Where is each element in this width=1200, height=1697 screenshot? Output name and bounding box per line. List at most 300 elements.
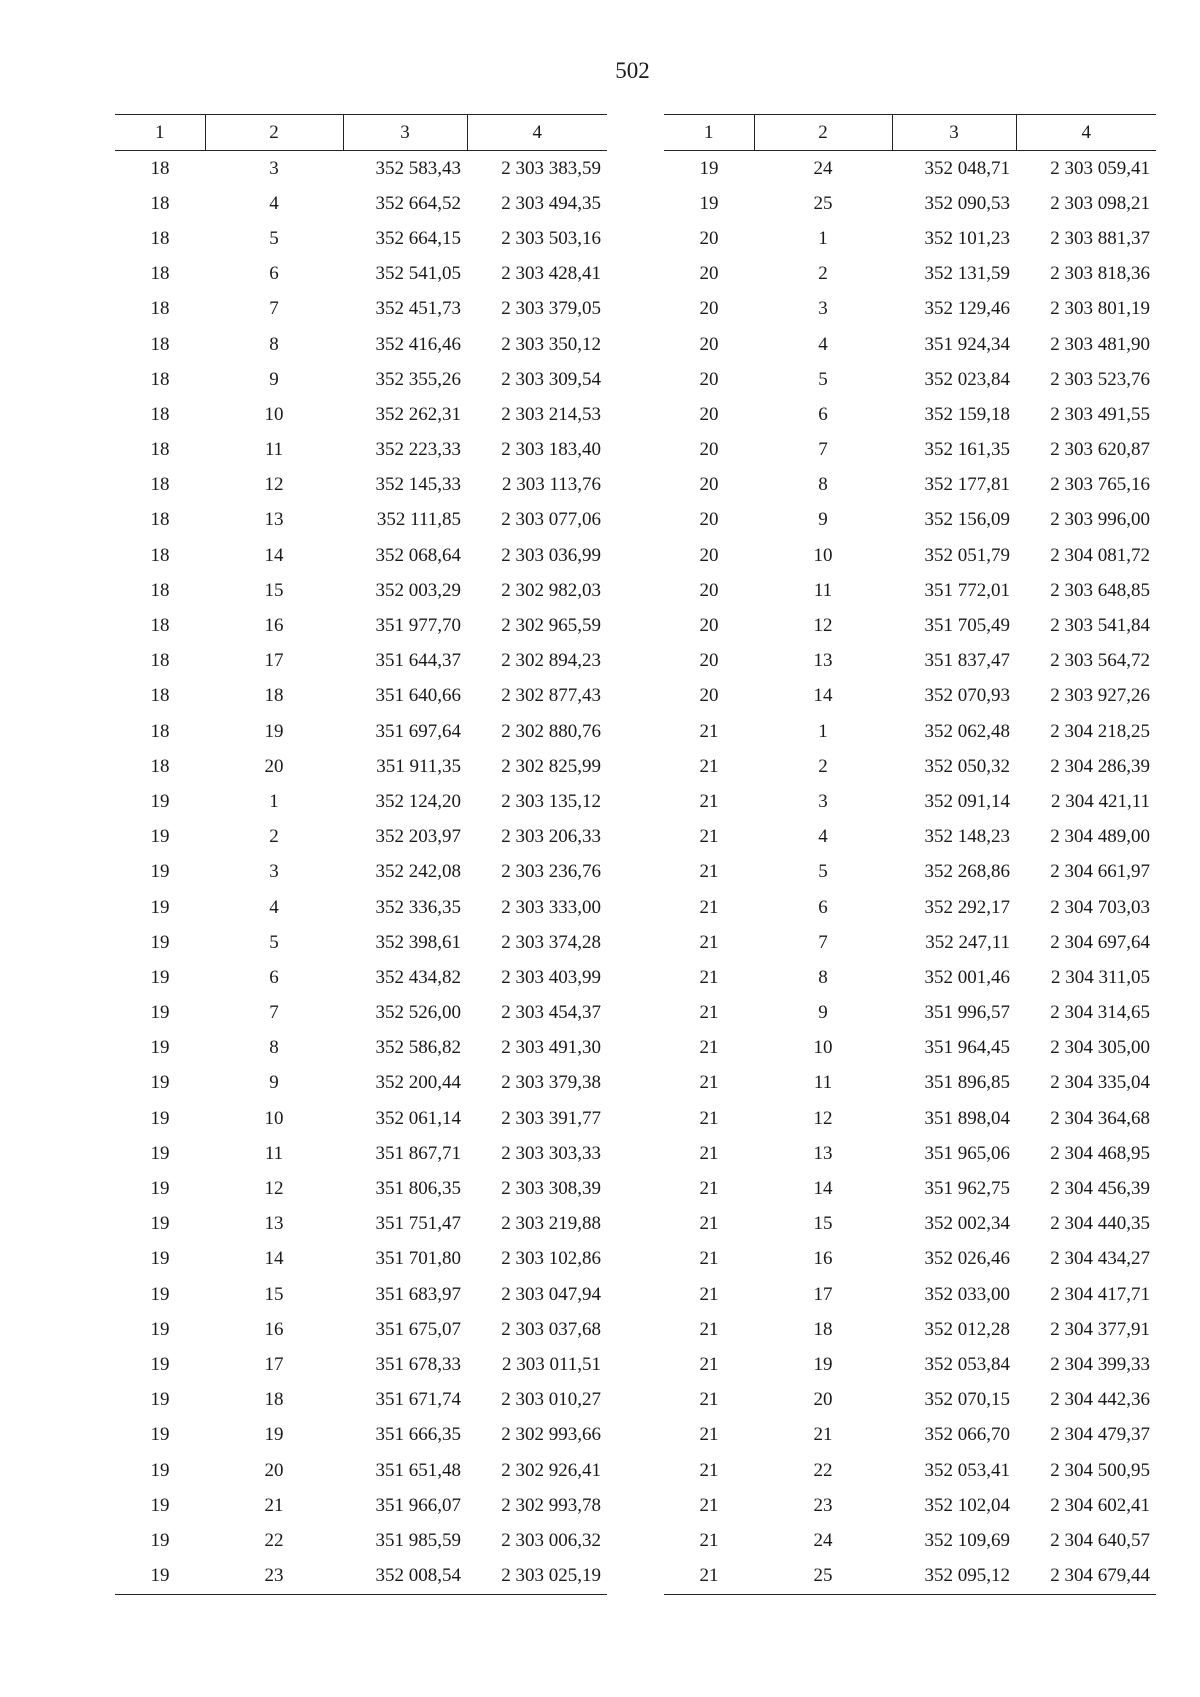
x-coordinate-cell: 352 664,15 — [375, 227, 461, 249]
table-row — [664, 1207, 1156, 1242]
parcel-number-cell: 21 — [699, 861, 719, 883]
table-row — [664, 1523, 1156, 1558]
point-number-cell: 8 — [818, 966, 828, 988]
table-row — [664, 784, 1156, 819]
parcel-number-cell: 18 — [150, 685, 170, 707]
table-row — [664, 714, 1156, 749]
y-coordinate-cell: 2 303 077,06 — [501, 509, 601, 531]
x-coordinate-cell: 351 651,48 — [375, 1459, 461, 1481]
header-cell-3: 3 — [343, 115, 467, 151]
y-coordinate-cell: 2 304 399,33 — [1050, 1353, 1150, 1375]
point-number-cell: 11 — [264, 1142, 284, 1164]
point-number-cell: 9 — [818, 1002, 828, 1024]
parcel-number-cell: 19 — [150, 1178, 170, 1200]
point-number-cell: 18 — [813, 1318, 833, 1340]
point-number-cell: 23 — [264, 1565, 284, 1587]
y-coordinate-cell: 2 302 926,41 — [501, 1459, 601, 1481]
y-coordinate-cell: 2 304 311,05 — [1050, 966, 1150, 988]
parcel-number-cell: 21 — [699, 1037, 719, 1059]
x-coordinate-cell: 351 867,71 — [375, 1142, 461, 1164]
point-number-cell: 14 — [813, 1178, 833, 1200]
y-coordinate-cell: 2 304 602,41 — [1050, 1494, 1150, 1516]
x-coordinate-cell: 352 177,81 — [924, 474, 1010, 496]
table-row — [115, 1171, 607, 1206]
parcel-number-cell: 21 — [699, 1142, 719, 1164]
x-coordinate-cell: 352 048,71 — [924, 157, 1010, 179]
parcel-number-cell: 20 — [699, 439, 719, 461]
table-row — [115, 151, 607, 187]
parcel-number-cell: 20 — [699, 544, 719, 566]
table-row — [664, 257, 1156, 292]
point-number-cell: 5 — [269, 227, 279, 249]
x-coordinate-cell: 352 292,17 — [924, 896, 1010, 918]
y-coordinate-cell: 2 303 309,54 — [501, 368, 601, 390]
y-coordinate-cell: 2 304 679,44 — [1050, 1565, 1150, 1587]
parcel-number-cell: 20 — [699, 615, 719, 637]
table-row — [115, 749, 607, 784]
y-coordinate-cell: 2 304 421,11 — [1050, 790, 1150, 812]
table-row — [115, 1453, 607, 1488]
table-row — [664, 820, 1156, 855]
point-number-cell: 5 — [818, 368, 828, 390]
x-coordinate-cell: 351 996,57 — [924, 1002, 1010, 1024]
point-number-cell: 25 — [813, 192, 833, 214]
point-number-cell: 22 — [264, 1529, 284, 1551]
header-cell-2: 2 — [205, 115, 343, 151]
x-coordinate-cell: 351 985,59 — [375, 1529, 461, 1551]
parcel-number-cell: 18 — [150, 333, 170, 355]
x-coordinate-cell: 352 066,70 — [924, 1424, 1010, 1446]
parcel-number-cell: 19 — [699, 157, 719, 179]
table-row — [115, 1347, 607, 1382]
header-cell-2: 2 — [754, 115, 892, 151]
x-coordinate-cell: 352 033,00 — [924, 1283, 1010, 1305]
table-row — [115, 925, 607, 960]
x-coordinate-cell: 352 070,93 — [924, 685, 1010, 707]
x-coordinate-cell: 351 683,97 — [375, 1283, 461, 1305]
table-row — [664, 186, 1156, 221]
y-coordinate-cell: 2 304 417,71 — [1050, 1283, 1150, 1305]
table-row — [664, 960, 1156, 995]
header-cell-1: 1 — [664, 115, 754, 151]
point-number-cell: 10 — [264, 1107, 284, 1129]
x-coordinate-cell: 352 129,46 — [924, 298, 1010, 320]
table-row — [664, 644, 1156, 679]
point-number-cell: 24 — [813, 1529, 833, 1551]
parcel-number-cell: 19 — [150, 966, 170, 988]
x-coordinate-cell: 352 095,12 — [924, 1565, 1010, 1587]
table-row — [115, 1066, 607, 1101]
y-coordinate-cell: 2 302 965,59 — [501, 615, 601, 637]
table-row — [664, 573, 1156, 608]
y-coordinate-cell: 2 303 102,86 — [501, 1248, 601, 1270]
x-coordinate-cell: 352 268,86 — [924, 861, 1010, 883]
table-row — [664, 1347, 1156, 1382]
parcel-number-cell: 19 — [150, 1494, 170, 1516]
point-number-cell: 2 — [818, 263, 828, 285]
y-coordinate-cell: 2 303 881,37 — [1050, 227, 1150, 249]
point-number-cell: 23 — [813, 1494, 833, 1516]
table-row — [115, 820, 607, 855]
x-coordinate-cell: 351 666,35 — [375, 1424, 461, 1446]
parcel-number-cell: 18 — [150, 755, 170, 777]
table-row — [664, 1559, 1156, 1595]
table-row — [115, 960, 607, 995]
coordinates-table-left — [115, 114, 607, 1595]
parcel-number-cell: 21 — [699, 1529, 719, 1551]
point-number-cell: 3 — [818, 790, 828, 812]
y-coordinate-cell: 2 303 183,40 — [501, 439, 601, 461]
parcel-number-cell: 21 — [699, 1002, 719, 1024]
x-coordinate-cell: 351 924,34 — [924, 333, 1010, 355]
parcel-number-cell: 20 — [699, 650, 719, 672]
point-number-cell: 7 — [818, 931, 828, 953]
table-row — [664, 608, 1156, 643]
parcel-number-cell: 21 — [699, 896, 719, 918]
y-coordinate-cell: 2 304 500,95 — [1050, 1459, 1150, 1481]
x-coordinate-cell: 352 026,46 — [924, 1248, 1010, 1270]
y-coordinate-cell: 2 304 440,35 — [1050, 1213, 1150, 1235]
table-row — [115, 433, 607, 468]
point-number-cell: 7 — [269, 1002, 279, 1024]
y-coordinate-cell: 2 303 383,59 — [501, 157, 601, 179]
point-number-cell: 4 — [269, 192, 279, 214]
y-coordinate-cell: 2 303 011,51 — [501, 1353, 601, 1375]
parcel-number-cell: 18 — [150, 474, 170, 496]
table-row — [664, 327, 1156, 362]
y-coordinate-cell: 2 304 703,03 — [1050, 896, 1150, 918]
y-coordinate-cell: 2 303 564,72 — [1050, 650, 1150, 672]
x-coordinate-cell: 352 090,53 — [924, 192, 1010, 214]
point-number-cell: 21 — [264, 1494, 284, 1516]
y-coordinate-cell: 2 303 391,77 — [501, 1107, 601, 1129]
y-coordinate-cell: 2 304 442,36 — [1050, 1389, 1150, 1411]
y-coordinate-cell: 2 303 503,16 — [501, 227, 601, 249]
x-coordinate-cell: 352 451,73 — [375, 298, 461, 320]
table-row — [115, 468, 607, 503]
point-number-cell: 4 — [818, 333, 828, 355]
y-coordinate-cell: 2 304 314,65 — [1050, 1002, 1150, 1024]
x-coordinate-cell: 351 966,07 — [375, 1494, 461, 1516]
parcel-number-cell: 18 — [150, 439, 170, 461]
header-cell-4: 4 — [467, 115, 607, 151]
table-row — [115, 644, 607, 679]
point-number-cell: 24 — [813, 157, 833, 179]
table-row — [115, 1277, 607, 1312]
y-coordinate-cell: 2 302 825,99 — [501, 755, 601, 777]
point-number-cell: 14 — [264, 544, 284, 566]
y-coordinate-cell: 2 303 113,76 — [501, 474, 601, 496]
table-row — [115, 186, 607, 221]
x-coordinate-cell: 352 053,84 — [924, 1353, 1010, 1375]
table-row — [115, 1207, 607, 1242]
table-row — [664, 1312, 1156, 1347]
y-coordinate-cell: 2 303 350,12 — [501, 333, 601, 355]
point-number-cell: 3 — [818, 298, 828, 320]
parcel-number-cell: 18 — [150, 157, 170, 179]
point-number-cell: 8 — [269, 333, 279, 355]
table-row — [115, 1383, 607, 1418]
parcel-number-cell: 20 — [699, 263, 719, 285]
parcel-number-cell: 20 — [699, 368, 719, 390]
point-number-cell: 15 — [813, 1213, 833, 1235]
table-row — [115, 362, 607, 397]
y-coordinate-cell: 2 303 010,27 — [501, 1389, 601, 1411]
point-number-cell: 11 — [264, 439, 284, 461]
table-row — [664, 221, 1156, 256]
x-coordinate-cell: 352 051,79 — [924, 544, 1010, 566]
x-coordinate-cell: 352 124,20 — [375, 790, 461, 812]
parcel-number-cell: 20 — [699, 579, 719, 601]
point-number-cell: 14 — [264, 1248, 284, 1270]
y-coordinate-cell: 2 304 468,95 — [1050, 1142, 1150, 1164]
x-coordinate-cell: 352 159,18 — [924, 403, 1010, 425]
parcel-number-cell: 21 — [699, 1248, 719, 1270]
x-coordinate-cell: 351 964,45 — [924, 1037, 1010, 1059]
header-cell-3: 3 — [892, 115, 1016, 151]
point-number-cell: 3 — [269, 157, 279, 179]
x-coordinate-cell: 351 751,47 — [375, 1213, 461, 1235]
y-coordinate-cell: 2 303 333,00 — [501, 896, 601, 918]
point-number-cell: 10 — [264, 403, 284, 425]
point-number-cell: 9 — [269, 368, 279, 390]
parcel-number-cell: 19 — [150, 1248, 170, 1270]
y-coordinate-cell: 2 303 135,12 — [501, 790, 601, 812]
point-number-cell: 13 — [264, 509, 284, 531]
point-number-cell: 15 — [264, 1283, 284, 1305]
x-coordinate-cell: 351 896,85 — [924, 1072, 1010, 1094]
parcel-number-cell: 21 — [699, 1459, 719, 1481]
y-coordinate-cell: 2 304 218,25 — [1050, 720, 1150, 742]
table-row — [664, 1066, 1156, 1101]
y-coordinate-cell: 2 304 661,97 — [1050, 861, 1150, 883]
point-number-cell: 10 — [813, 544, 833, 566]
table-row — [115, 1101, 607, 1136]
table-row — [115, 1242, 607, 1277]
table-row — [664, 1031, 1156, 1066]
point-number-cell: 16 — [813, 1248, 833, 1270]
x-coordinate-cell: 352 101,23 — [924, 227, 1010, 249]
parcel-number-cell: 19 — [150, 861, 170, 883]
parcel-number-cell: 20 — [699, 474, 719, 496]
table-row — [115, 1559, 607, 1595]
parcel-number-cell: 21 — [699, 1424, 719, 1446]
x-coordinate-cell: 351 898,04 — [924, 1107, 1010, 1129]
parcel-number-cell: 21 — [699, 1494, 719, 1516]
point-number-cell: 13 — [813, 650, 833, 672]
header-cell-1: 1 — [115, 115, 205, 151]
table-row — [664, 1171, 1156, 1206]
y-coordinate-cell: 2 303 236,76 — [501, 861, 601, 883]
x-coordinate-cell: 351 977,70 — [375, 615, 461, 637]
y-coordinate-cell: 2 304 697,64 — [1050, 931, 1150, 953]
y-coordinate-cell: 2 303 214,53 — [501, 403, 601, 425]
y-coordinate-cell: 2 303 494,35 — [501, 192, 601, 214]
point-number-cell: 12 — [813, 1107, 833, 1129]
x-coordinate-cell: 351 675,07 — [375, 1318, 461, 1340]
point-number-cell: 22 — [813, 1459, 833, 1481]
point-number-cell: 21 — [813, 1424, 833, 1446]
y-coordinate-cell: 2 303 541,84 — [1050, 615, 1150, 637]
parcel-number-cell: 19 — [150, 1353, 170, 1375]
table-row — [664, 1418, 1156, 1453]
table-row — [664, 749, 1156, 784]
x-coordinate-cell: 352 203,97 — [375, 826, 461, 848]
point-number-cell: 13 — [813, 1142, 833, 1164]
point-number-cell: 6 — [269, 263, 279, 285]
table-row — [115, 327, 607, 362]
table-row — [664, 468, 1156, 503]
x-coordinate-cell: 351 640,66 — [375, 685, 461, 707]
x-coordinate-cell: 352 131,59 — [924, 263, 1010, 285]
parcel-number-cell: 20 — [699, 227, 719, 249]
y-coordinate-cell: 2 303 308,39 — [501, 1178, 601, 1200]
parcel-number-cell: 18 — [150, 720, 170, 742]
x-coordinate-cell: 352 023,84 — [924, 368, 1010, 390]
parcel-number-cell: 21 — [699, 1178, 719, 1200]
parcel-number-cell: 19 — [150, 1565, 170, 1587]
x-coordinate-cell: 351 837,47 — [924, 650, 1010, 672]
point-number-cell: 19 — [264, 720, 284, 742]
x-coordinate-cell: 351 678,33 — [375, 1353, 461, 1375]
point-number-cell: 16 — [264, 615, 284, 637]
x-coordinate-cell: 352 247,11 — [925, 931, 1010, 953]
y-coordinate-cell: 2 302 982,03 — [501, 579, 601, 601]
x-coordinate-cell: 352 583,43 — [375, 157, 461, 179]
table-row — [664, 855, 1156, 890]
x-coordinate-cell: 352 586,82 — [375, 1037, 461, 1059]
x-coordinate-cell: 351 806,35 — [375, 1178, 461, 1200]
point-number-cell: 3 — [269, 861, 279, 883]
page-number: 502 — [615, 58, 650, 83]
parcel-number-cell: 19 — [150, 931, 170, 953]
parcel-number-cell: 20 — [699, 685, 719, 707]
table-row — [664, 433, 1156, 468]
table-row — [115, 292, 607, 327]
parcel-number-cell: 18 — [150, 650, 170, 672]
y-coordinate-cell: 2 303 996,00 — [1050, 509, 1150, 531]
parcel-number-cell: 19 — [150, 1318, 170, 1340]
y-coordinate-cell: 2 303 927,26 — [1050, 685, 1150, 707]
table-row — [115, 1523, 607, 1558]
parcel-number-cell: 18 — [150, 509, 170, 531]
parcel-number-cell: 21 — [699, 1318, 719, 1340]
y-coordinate-cell: 2 303 025,19 — [501, 1565, 601, 1587]
point-number-cell: 13 — [264, 1213, 284, 1235]
y-coordinate-cell: 2 303 491,55 — [1050, 403, 1150, 425]
parcel-number-cell: 19 — [150, 1142, 170, 1164]
point-number-cell: 18 — [264, 685, 284, 707]
parcel-number-cell: 21 — [699, 1565, 719, 1587]
table-row — [664, 538, 1156, 573]
y-coordinate-cell: 2 303 523,76 — [1050, 368, 1150, 390]
x-coordinate-cell: 351 671,74 — [375, 1389, 461, 1411]
y-coordinate-cell: 2 302 877,43 — [501, 685, 601, 707]
parcel-number-cell: 19 — [150, 790, 170, 812]
x-coordinate-cell: 351 644,37 — [375, 650, 461, 672]
parcel-number-cell: 20 — [699, 509, 719, 531]
x-coordinate-cell: 352 148,23 — [924, 826, 1010, 848]
point-number-cell: 1 — [818, 720, 828, 742]
table-row — [664, 1242, 1156, 1277]
parcel-number-cell: 19 — [699, 192, 719, 214]
x-coordinate-cell: 352 070,15 — [924, 1389, 1010, 1411]
x-coordinate-cell: 352 012,28 — [924, 1318, 1010, 1340]
point-number-cell: 5 — [269, 931, 279, 953]
x-coordinate-cell: 351 965,06 — [924, 1142, 1010, 1164]
y-coordinate-cell: 2 303 374,28 — [501, 931, 601, 953]
x-coordinate-cell: 351 697,64 — [375, 720, 461, 742]
table-row — [664, 1277, 1156, 1312]
parcel-number-cell: 18 — [150, 544, 170, 566]
x-coordinate-cell: 352 091,14 — [924, 790, 1010, 812]
x-coordinate-cell: 351 962,75 — [924, 1178, 1010, 1200]
table-row — [664, 151, 1156, 187]
parcel-number-cell: 18 — [150, 227, 170, 249]
x-coordinate-cell: 352 416,46 — [375, 333, 461, 355]
y-coordinate-cell: 2 303 006,32 — [501, 1529, 601, 1551]
parcel-number-cell: 20 — [699, 403, 719, 425]
x-coordinate-cell: 352 053,41 — [924, 1459, 1010, 1481]
point-number-cell: 20 — [264, 755, 284, 777]
parcel-number-cell: 18 — [150, 615, 170, 637]
parcel-number-cell: 21 — [699, 1107, 719, 1129]
y-coordinate-cell: 2 304 640,57 — [1050, 1529, 1150, 1551]
point-number-cell: 11 — [813, 579, 833, 601]
point-number-cell: 2 — [818, 755, 828, 777]
point-number-cell: 25 — [813, 1565, 833, 1587]
parcel-number-cell: 18 — [150, 403, 170, 425]
table-row — [115, 573, 607, 608]
table-row — [115, 1312, 607, 1347]
parcel-number-cell: 19 — [150, 1283, 170, 1305]
point-number-cell: 4 — [818, 826, 828, 848]
x-coordinate-cell: 352 398,61 — [375, 931, 461, 953]
x-coordinate-cell: 351 911,35 — [376, 755, 461, 777]
y-coordinate-cell: 2 303 454,37 — [501, 1002, 601, 1024]
parcel-number-cell: 18 — [150, 263, 170, 285]
y-coordinate-cell: 2 303 206,33 — [501, 826, 601, 848]
x-coordinate-cell: 352 111,85 — [376, 509, 461, 531]
x-coordinate-cell: 352 200,44 — [375, 1072, 461, 1094]
y-coordinate-cell: 2 304 456,39 — [1050, 1178, 1150, 1200]
point-number-cell: 15 — [264, 579, 284, 601]
point-number-cell: 10 — [813, 1037, 833, 1059]
parcel-number-cell: 21 — [699, 826, 719, 848]
y-coordinate-cell: 2 303 648,85 — [1050, 579, 1150, 601]
table-row — [115, 855, 607, 890]
y-coordinate-cell: 2 302 993,66 — [501, 1424, 601, 1446]
table-row — [664, 503, 1156, 538]
y-coordinate-cell: 2 304 364,68 — [1050, 1107, 1150, 1129]
y-coordinate-cell: 2 303 818,36 — [1050, 263, 1150, 285]
table-header-row — [115, 115, 607, 151]
parcel-number-cell: 19 — [150, 1213, 170, 1235]
y-coordinate-cell: 2 303 379,05 — [501, 298, 601, 320]
x-coordinate-cell: 352 001,46 — [924, 966, 1010, 988]
table-row — [115, 503, 607, 538]
parcel-number-cell: 18 — [150, 298, 170, 320]
table-row — [664, 362, 1156, 397]
point-number-cell: 9 — [269, 1072, 279, 1094]
y-coordinate-cell: 2 303 098,21 — [1050, 192, 1150, 214]
parcel-number-cell: 21 — [699, 1213, 719, 1235]
x-coordinate-cell: 351 705,49 — [924, 615, 1010, 637]
point-number-cell: 6 — [818, 896, 828, 918]
point-number-cell: 2 — [269, 826, 279, 848]
table-row — [664, 292, 1156, 327]
point-number-cell: 17 — [264, 1353, 284, 1375]
